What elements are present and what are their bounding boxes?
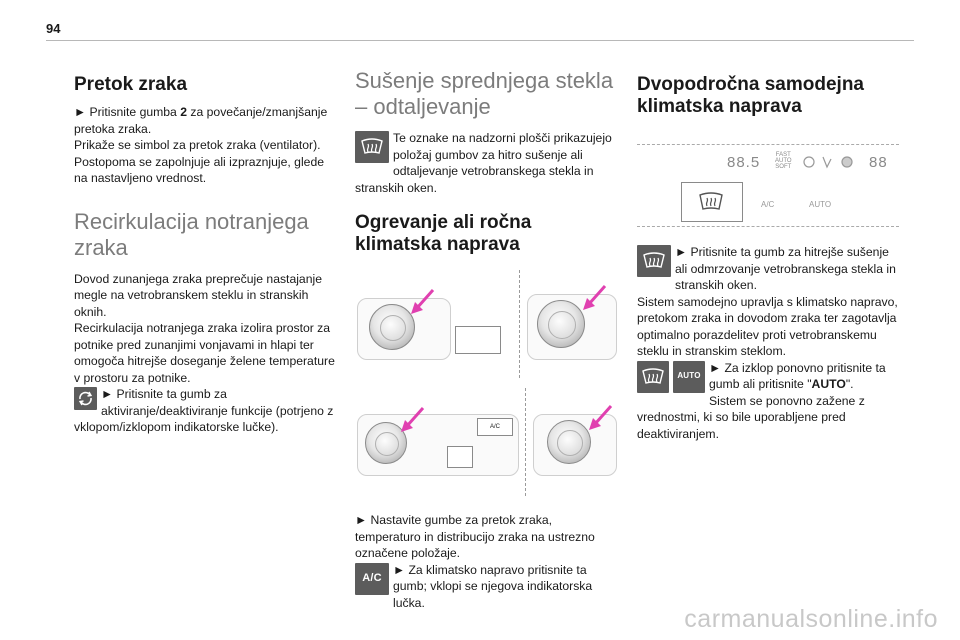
auto-panel-figure [637, 138, 899, 230]
column-middle [355, 68, 617, 611]
windscreen-demist-icon [637, 245, 671, 277]
arrow-icon [587, 404, 613, 434]
divider-dashed [519, 270, 521, 378]
display-right-temp: 88 [869, 154, 888, 171]
heading-auto-ac: Dvopodročna samodejna klimatska naprava [637, 74, 864, 117]
manual-panel-figure-1 [355, 270, 617, 380]
column-right [637, 68, 899, 442]
divider-dashed [637, 144, 899, 146]
watermark: carmanualsonline.info [684, 605, 938, 633]
display-icons [801, 154, 861, 170]
manual-panel-figure-2 [355, 388, 617, 498]
windscreen-demist-icon [637, 361, 669, 393]
recirc-paragraph-1: Dovod zunanjega zraka preprečuje nastajanje megle na vetrobranskem steklu in stranskih oknih. [74, 271, 322, 319]
recirc-paragraph-3: ► Pritisnite ta gumb za aktiviranje/deaktiviranje funkcije (potrjeno z vklopom/izklopom indikatorske lučke). [74, 387, 334, 434]
ac-button-label: A/C [761, 200, 775, 209]
manual-paragraph-2: A/C ► Za klimatsko napravo pritisnite ta gumb; vklopi se njegova indikatorska lučka. [355, 562, 617, 612]
auto-paragraph-1: ► Pritisnite ta gumb za hitrejše sušenje ali odmrzovanje vetrobranskega stekla in stranskih oken. [637, 244, 899, 294]
windscreen-demist-icon [355, 131, 389, 163]
page-number: 94 [46, 21, 61, 36]
heading-airflow: Pretok zraka [74, 74, 188, 95]
auto-button-label: AUTO [809, 200, 832, 209]
manual-paragraph-1: ► Nastavite gumbe za pretok zraka, temperaturo in distribucijo zraka na ustrezno označene položaje. [355, 513, 595, 560]
divider-dashed [637, 226, 899, 228]
heading-recirculation: Recirkulacija notranjega zraka [74, 208, 309, 260]
demist-paragraph: Te oznake na nadzorni plošči prikazujejo položaj gumbov za hitro sušenje ali odtaljevanje vetrobranskega stekla in stranskih oken. [355, 131, 612, 195]
airflow-paragraph-2: Prikaže se simbol za pretok zraka (ventilator). Postopoma se zapolnjuje ali izpraznjuje, glede na nastavljeno vrednost. [74, 138, 324, 185]
recirculation-icon [74, 387, 97, 410]
divider-dashed [525, 388, 527, 496]
arrow-icon [409, 288, 435, 318]
column-left [74, 68, 336, 436]
auto-paragraph-4: Sistem se ponovno zažene z vrednostmi, ki so bile uporabljene pred deaktiviranjem. [637, 393, 865, 441]
recirc-paragraph-2: Recirkulacija notranjega zraka izolira prostor za potnike pred zunanjimi vonjavami in hlapi ter omogoča hitrejše doseganje želene temperature v prostoru za potnike. [74, 321, 335, 385]
recirc-button-box [447, 446, 473, 468]
auto-paragraph-2: Sistem samodejno upravlja s klimatsko napravo, pretokom zraka in dovodom zraka ter zagotavlja optimalno porazdelitev proti vetrobranskemu steklu in stranskim steklom. [637, 294, 898, 358]
arrow-icon [399, 406, 425, 436]
temperature-knob [537, 300, 585, 348]
demist-button-box [681, 182, 743, 222]
ac-icon: A/C [355, 563, 389, 595]
temperature-knob [547, 420, 591, 464]
airflow-paragraph-1: ► Pritisnite gumba 2 za povečanje/zmanjšanje pretoka zraka. [74, 105, 328, 136]
ac-button-box: A/C [477, 418, 513, 436]
heading-manual-ac: Ogrevanje ali ročna klimatska naprava [355, 212, 532, 255]
recirc-button-box [455, 326, 501, 354]
display-left-temp: 88.5 [727, 154, 761, 171]
auto-paragraph-3: AUTO ► Za izklop ponovno pritisnite ta gumb ali pritisnite "AUTO". [637, 360, 899, 393]
heading-demist: Sušenje sprednjega stekla – odtaljevanje [355, 68, 614, 119]
arrow-icon [581, 284, 607, 314]
auto-icon: AUTO [673, 361, 705, 393]
display-mode: FAST AUTO SOFT [775, 152, 792, 170]
header-rule [46, 40, 914, 41]
